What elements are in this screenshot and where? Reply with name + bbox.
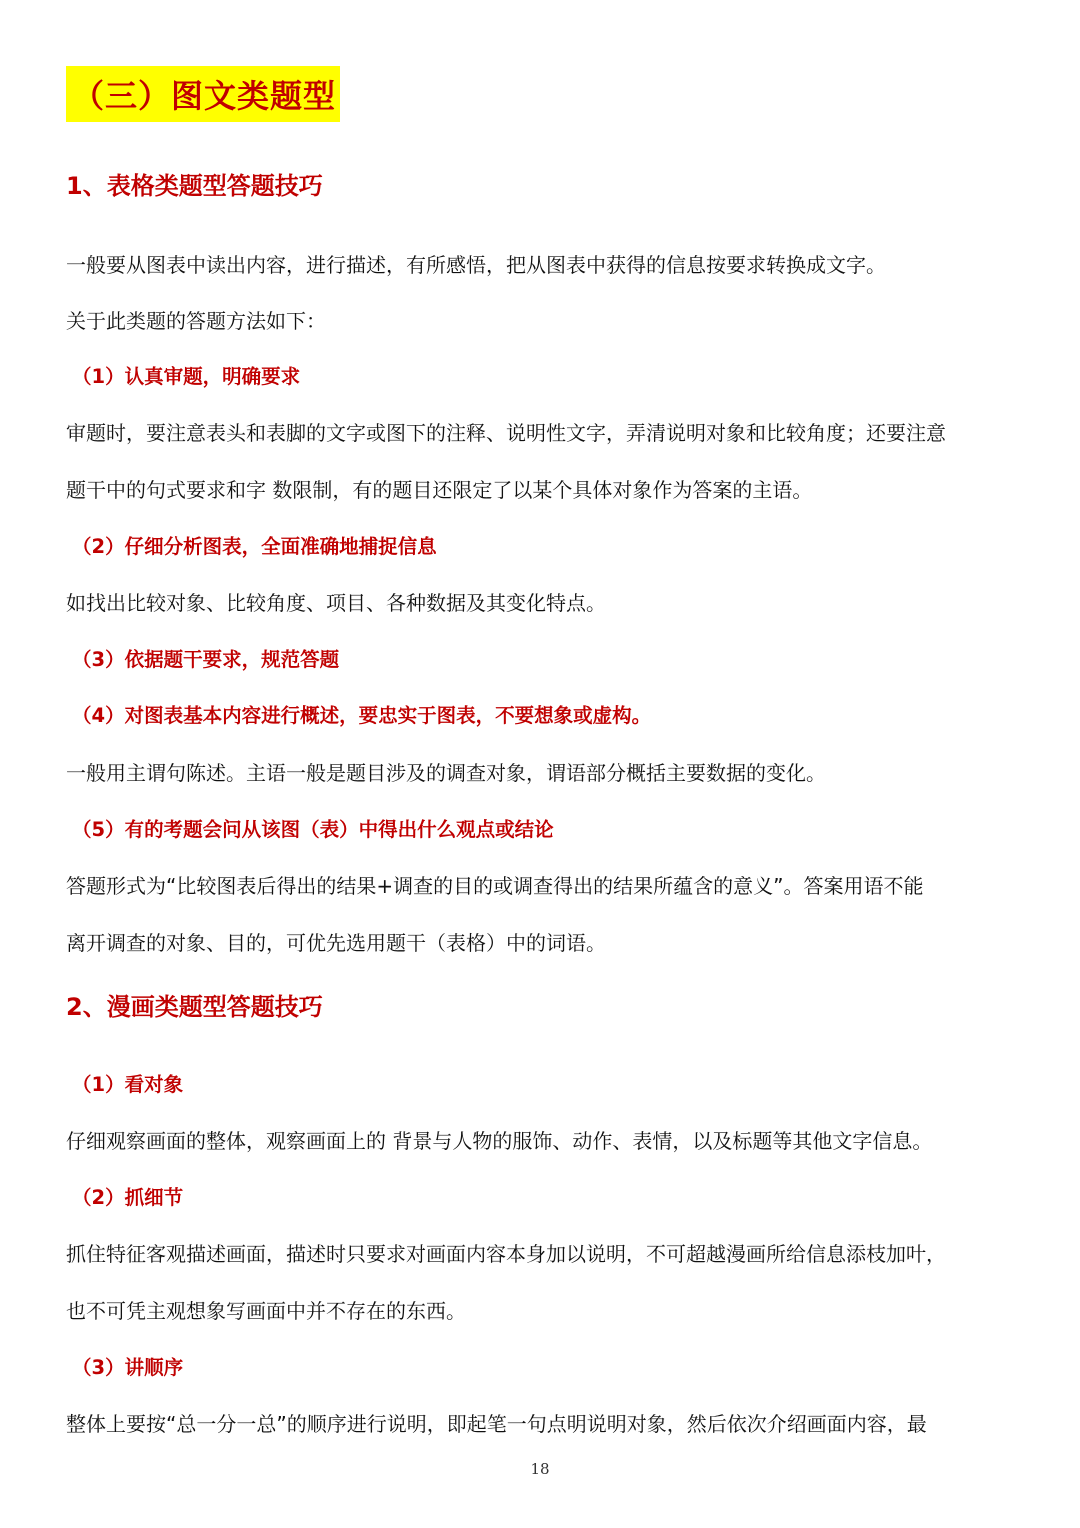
section2-step3-title: （3）讲顺序 <box>72 1356 184 1379</box>
section1-step4-line1: 一般用主谓句陈述。主语一般是题目涉及的调查对象，谓语部分概括主要数据的变化。 <box>66 761 826 785</box>
section1-step2-title: （2）仔细分析图表，全面准确地捕捉信息 <box>72 535 437 558</box>
section1-step1-line1: 审题时，要注意表头和表脚的文字或图下的注释、说明性文字，弄清说明对象和比较角度；还要注意 <box>66 421 946 445</box>
section1-step1-line2: 题干中的句式要求和字 数限制，有的题目还限定了以某个具体对象作为答案的主语。 <box>66 478 813 502</box>
section1-heading: 1、表格类题型答题技巧 <box>66 172 323 200</box>
section2-step2-line1: 抓住特征客观描述画面，描述时只要求对画面内容本身加以说明，不可超越漫画所给信息添枝加叶， <box>66 1242 946 1266</box>
section1-step3-title: （3）依据题干要求，规范答题 <box>72 648 340 671</box>
section1-step5-line2: 离开调查的对象、目的，可优先选用题干（表格）中的词语。 <box>66 931 606 955</box>
chapter-title: （三）图文类题型 <box>72 77 337 115</box>
page-number: 18 <box>530 1460 550 1478</box>
section1-intro: 一般要从图表中读出内容，进行描述，有所感悟，把从图表中获得的信息按要求转换成文字。 <box>66 253 886 277</box>
section2-step2-title: （2）抓细节 <box>72 1186 184 1209</box>
section2-step3-line1: 整体上要按“总一分一总”的顺序进行说明，即起笔一句点明说明对象，然后依次介绍画面内容，最 <box>66 1412 927 1436</box>
section2-heading: 2、漫画类题型答题技巧 <box>66 993 323 1021</box>
section2-step2-line2: 也不可凭主观想象写画面中并不存在的东西。 <box>66 1299 466 1323</box>
section2-step1-title: （1）看对象 <box>72 1073 184 1096</box>
section1-step1-title: （1）认真审题，明确要求 <box>72 365 301 388</box>
section1-step2-line1: 如找出比较对象、比较角度、项目、各种数据及其变化特点。 <box>66 591 606 615</box>
chapter-title-highlight <box>66 66 340 122</box>
section2-step1-line1: 仔细观察画面的整体，观察画面上的 背景与人物的服饰、动作、表情，以及标题等其他文字信息。 <box>66 1129 933 1153</box>
section1-step5-title: （5）有的考题会问从该图（表）中得出什么观点或结论 <box>72 818 554 841</box>
section1-step5-line1: 答题形式为“比较图表后得出的结果+调查的目的或调查得出的结果所蕴含的意义”。答案用语不能 <box>66 874 924 898</box>
section1-method-intro: 关于此类题的答题方法如下： <box>66 309 326 333</box>
section1-step4-title: （4）对图表基本内容进行概述，要忠实于图表，不要想象或虚构。 <box>72 704 652 727</box>
